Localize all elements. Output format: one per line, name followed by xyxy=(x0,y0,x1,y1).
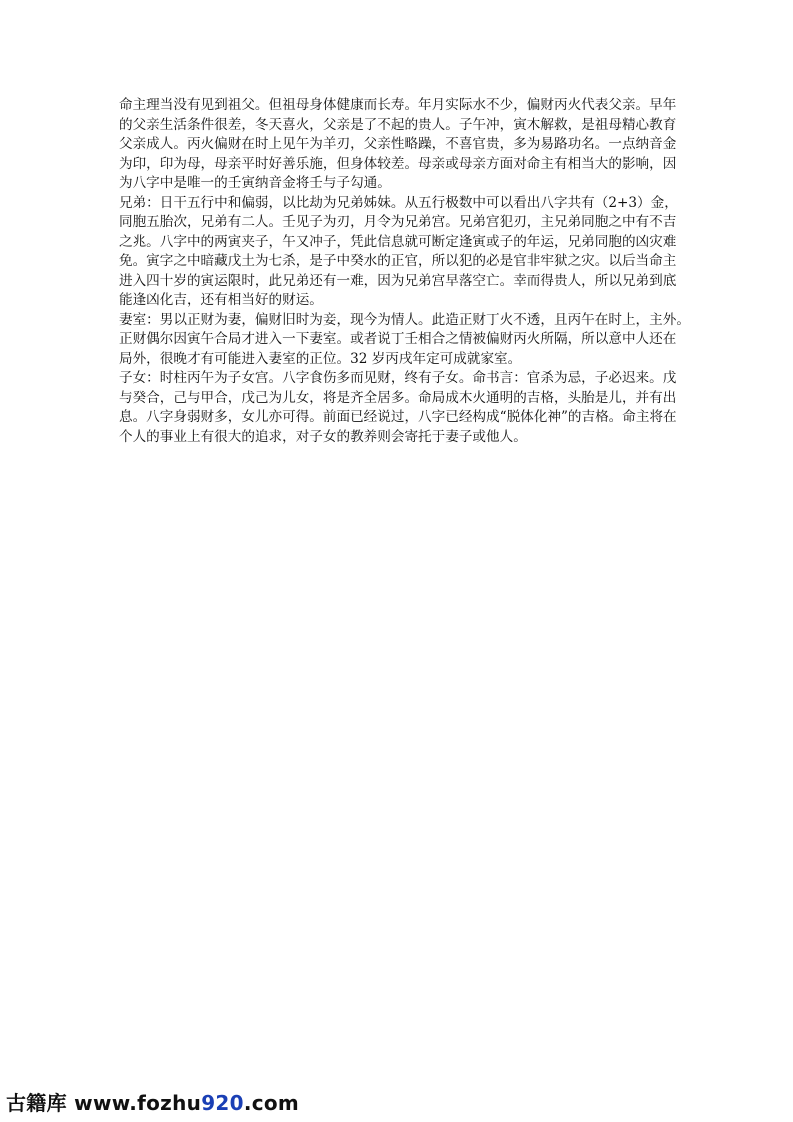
text-line: 与癸合，己与甲合，戊己为儿女，将是齐全居多。命局成木火通明的吉格，头胎是儿，并有出 xyxy=(119,389,677,406)
text-line: 之兆。八字中的两寅夹子，午又冲子，凭此信息就可断定逢寅或子的年运，兄弟同胞的凶灾难 xyxy=(119,233,677,250)
text-line: 进入四十岁的寅运限时，此兄弟还有一难，因为兄弟宫早落空亡。幸而得贵人，所以兄弟到底 xyxy=(119,272,677,289)
text-line: 局外，很晚才有可能进入妻室的正位。32 岁丙戌年定可成就家室。 xyxy=(119,350,522,367)
text-line: 免。寅字之中暗藏戊土为七杀，是子中癸水的正官，所以犯的必是官非牢狱之灾。以后当命主 xyxy=(119,253,677,269)
site-watermark xyxy=(6,1090,300,1116)
section-children-line: 子女：时柱丙午为子女宫。八字食伤多而见财，终有子女。命书言：官杀为忌，子必迟来。戊 xyxy=(119,370,677,386)
text-line: 父亲成人。丙火偏财在时上见午为羊刃，父亲性略躁，不喜官贵，多为易路功名。一点纳音金 xyxy=(119,136,677,152)
watermark-url-prefix: www.fozhu xyxy=(74,1091,202,1115)
text-line: 息。八字身弱财多，女儿亦可得。前面已经说过，八字已经构成“脱体化神”的吉格。命主将在 xyxy=(119,409,677,425)
text-line: 能逢凶化吉，还有相当好的财运。 xyxy=(119,292,323,308)
section-wife-line: 妻室：男以正财为妻，偏财旧时为妾，现今为情人。此造正财丁火不透，且丙午在时上，主外。 xyxy=(119,311,690,328)
section-siblings-line: 兄弟：日干五行中和偏弱，以比劫为兄弟姊妹。从五行极数中可以看出八字共有（2+3）金， xyxy=(119,194,678,211)
text-line: 命主理当没有见到祖父。但祖母身体健康而长寿。年月实际水不少，偏财丙火代表父亲。早年 xyxy=(119,97,677,113)
text-line: 正财偶尔因寅午合局才进入一下妻室。或者说丁壬相合之情被偏财丙火所隔，所以意中人还在 xyxy=(119,331,677,347)
watermark-url-suffix: .com xyxy=(243,1091,300,1115)
text-line: 的父亲生活条件很差，冬天喜火，父亲是了不起的贵人。子午冲，寅木解救，是祖母精心教育 xyxy=(119,116,677,133)
text-line: 为印，印为母，母亲平时好善乐施，但身体较差。母亲或母亲方面对命主有相当大的影响，因 xyxy=(119,155,677,172)
watermark-url-number: 920 xyxy=(201,1091,244,1115)
watermark-site-name: 古籍库 xyxy=(6,1091,67,1115)
document-body xyxy=(119,96,699,447)
text-line: 为八字中是唯一的壬寅纳音金将壬与子勾通。 xyxy=(119,175,391,191)
text-line: 个人的事业上有很大的追求，对子女的教养则会寄托于妻子或他人。 xyxy=(119,428,527,445)
text-line: 同胞五胎次，兄弟有二人。壬见子为刃，月令为兄弟宫。兄弟宫犯刃，主兄弟同胞之中有不吉 xyxy=(119,214,677,230)
